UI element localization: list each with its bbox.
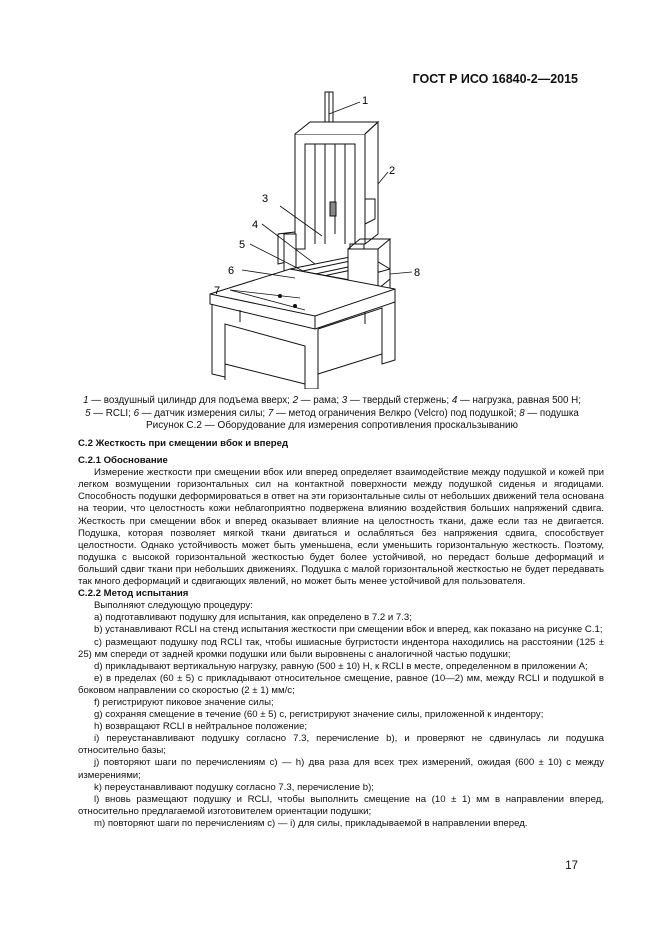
- callout-1: 1: [362, 95, 369, 107]
- subsection-heading-method: С.2.2 Метод испытания: [78, 588, 189, 600]
- method-intro: Выполняют следующую процедуру:: [94, 600, 253, 612]
- figure-legend: 1 — воздушный цилиндр для подъема вверх; 2 — рама; 3 — твердый стержень; 4 — нагрузка, равная 500 Н; 5 — RCLI; 6 — датчик измерения силы; 7 — метод ограничения Велкро (Velcro) под подушкой; 8 — подушка: [83, 395, 581, 419]
- list-item: m) повторяют шаги по перечислениям с) — i) для силы, прикладываемой в направлении вперед.: [94, 817, 528, 829]
- list-item: j) повторяют шаги по перечислениям с) — h) два раза для всех трех измерений, ожидая (600 ± 10) с между измерениями;: [78, 757, 604, 781]
- list-item: b) устанавливают RCLI на стенд испытания жесткости при смещении вбок и вперед, как показано на рисунке С.1;: [94, 624, 603, 636]
- callout-6: 6: [228, 265, 235, 277]
- callout-4: 4: [252, 219, 259, 231]
- subsection-heading-rationale: С.2.1 Обоснование: [78, 455, 168, 467]
- document-header: ГОСТ Р ИСО 16840-2—2015: [412, 72, 578, 86]
- list-item: e) в пределах (60 ± 5) с прикладывают относительное смещение, равное (10—2) мм, между RCLI и подушкой в боковом направлении со скоростью (2 ± 1) мм/с;: [78, 672, 604, 696]
- list-item: h) возвращают RCLI в нейтральное положение;: [94, 721, 308, 733]
- list-item: f) регистрируют пиковое значение силы;: [94, 696, 274, 708]
- list-item: i) переустанавливают подушку согласно 7.3, перечисление b), и проверяют не сдвинулась ли подушка относительно базы;: [78, 733, 604, 757]
- list-item: c) размещают подушку под RCLI так, чтобы ишиасные бугристости индентора находились на расстоянии (125 ± 25) мм спереди от задней кромки подушки или были выровнены с аналогичной частью подушки;: [78, 636, 604, 660]
- callout-3: 3: [262, 193, 269, 205]
- list-item: l) вновь размещают подушку и RCLI, чтобы выполнить смещение на (10 ± 1) мм в направлении вперед, относительно предлагаемой изготовителем ориентации подушки;: [78, 793, 604, 817]
- figure-caption: Рисунок С.2 — Оборудование для измерения сопротивления проскальзыванию: [145, 420, 519, 431]
- page-number: 17: [565, 860, 578, 872]
- list-item: g) сохраняя смещение в течение (60 ± 5) с, регистрируют значение силы, приложенной к индентору;: [94, 709, 544, 721]
- rationale-paragraph: Измерение жесткости при смещении вбок или вперед определяет взаимодействие между подушкой и кожей при легком возмущении горизонтальных сил на контактной поверхности между подушкой сиденья и ягодицами. Способность подушки деформироваться в ответ на эти горизонтальные силы от небольших движений тела основана на теории, что целостность кожи неблагоприятно подвержена влиянию воздействия больших напряжений сдвига. Жесткость при смещении вбок и вперед оказывает влияние на целостность ткани, даже если таз не двигается. Подушка, которая позволяет мягкой ткани двигаться и ослабляться без напряжения сдвига, способствует целостности. Однако устойчивость может быть уменьшена, если уменьшить горизонтальную жесткость. Поэтому, подушка с высокой горизонтальной жесткостью будет более устойчивой, но передаст больше деформаций и больший сдвиг ткани при небольших движениях. Подушка с малой горизонтальной жесткостью не будет передавать так много деформаций и сдвигающих явлений, но может быть менее устойчивой для пользователя.: [78, 467, 604, 588]
- equipment-figure: [150, 84, 470, 389]
- callout-8: 8: [414, 267, 421, 279]
- callout-7: 7: [214, 285, 221, 297]
- list-item: d) прикладывают вертикальную нагрузку, равную (500 ± 10) Н, к RCLI в месте, определенном в приложении А;: [94, 660, 588, 672]
- section-body: [78, 438, 604, 830]
- list-item: k) переустанавливают подушку согласно 7.3, перечисление b);: [94, 781, 374, 793]
- callout-5: 5: [239, 239, 246, 251]
- equipment-drawing: [150, 84, 470, 389]
- list-item: a) подготавливают подушку для испытания, как определено в 7.2 и 7.3;: [94, 612, 412, 624]
- callout-2: 2: [389, 165, 396, 177]
- section-heading: С.2 Жесткость при смещении вбок и вперед: [78, 438, 289, 449]
